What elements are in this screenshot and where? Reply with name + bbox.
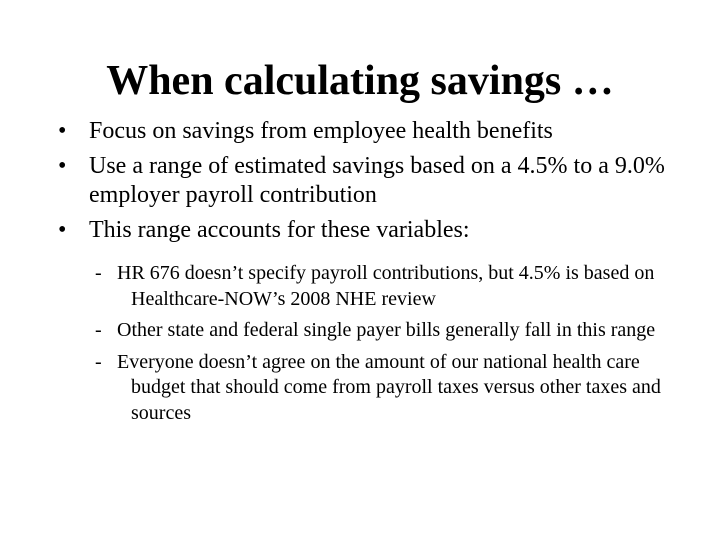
- sub-bullet-marker: -: [95, 262, 102, 284]
- sub-bullet-list: [95, 261, 675, 432]
- bullet-marker: •: [58, 217, 67, 243]
- bullet-text: Focus on savings from employee health benefits: [89, 118, 553, 144]
- sub-bullet-text: Everyone doesn’t agree on the amount of our national health care budget that should come from payroll taxes versus other taxes and sources: [117, 350, 661, 424]
- sub-bullet-item: [95, 318, 675, 344]
- sub-bullet-item: [95, 261, 675, 312]
- bullet-item: [58, 152, 688, 210]
- bullet-list: [58, 117, 688, 251]
- slide-title: When calculating savings …: [106, 58, 614, 104]
- sub-bullet-marker: -: [95, 319, 102, 341]
- bullet-marker: •: [58, 118, 67, 144]
- sub-bullet-text: Other state and federal single payer bills generally fall in this range: [117, 319, 656, 341]
- bullet-text: This range accounts for these variables:: [89, 217, 470, 243]
- bullet-item: [58, 117, 688, 146]
- bullet-text: Use a range of estimated savings based on a 4.5% to a 9.0% employer payroll contribution: [89, 153, 665, 208]
- bullet-marker: •: [58, 153, 67, 179]
- sub-bullet-item: [95, 350, 675, 427]
- sub-bullet-marker: -: [95, 350, 102, 373]
- sub-bullet-text: HR 676 doesn’t specify payroll contributions, but 4.5% is based on Healthcare-NOW’s 2008 NHE review: [117, 262, 655, 310]
- bullet-item: [58, 216, 688, 245]
